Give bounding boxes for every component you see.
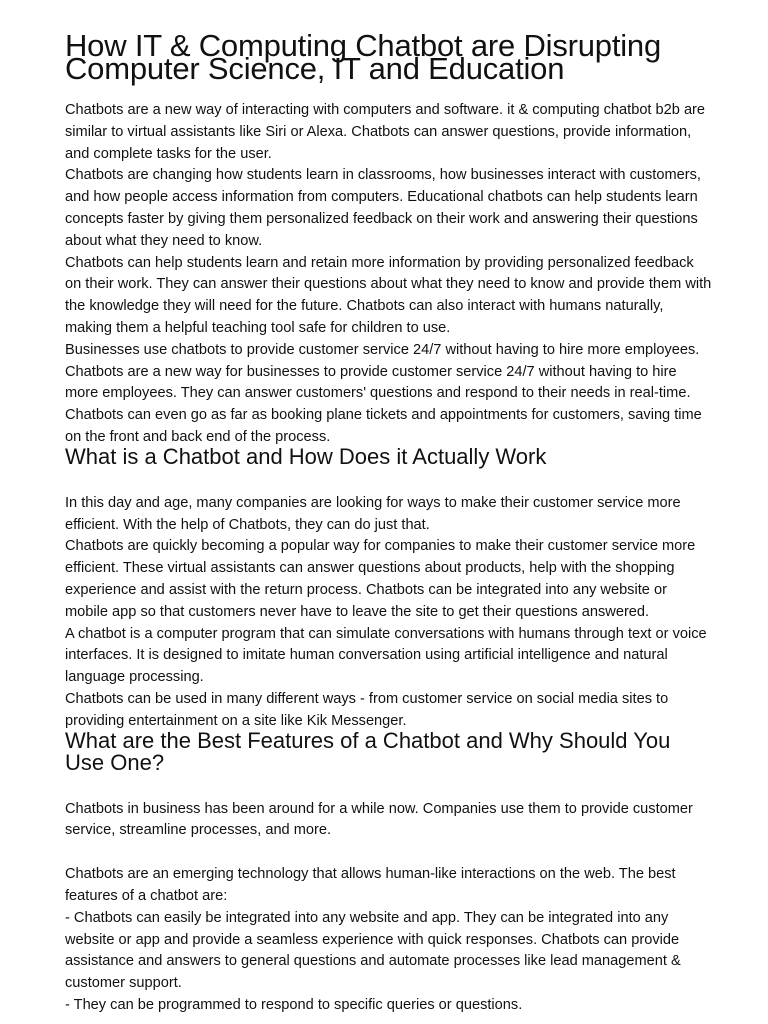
intro-paragraph: Chatbots are changing how students learn in classrooms, how businesses interact with customers, and how people access information from computers. Educational chatbots can help students learn concepts faster by giving them personalized feedback on their work and answering their questions about what they need to know. <box>65 167 701 249</box>
blank-line <box>65 842 713 864</box>
feature-bullet: - They can be programmed to respond to specific queries or questions. <box>65 996 523 1013</box>
section-paragraph: Chatbots in business has been around for a while now. Companies use them to provide customer service, streamline processes, and more. <box>65 800 693 839</box>
section-chatbot-how-it-works <box>65 493 713 733</box>
section-paragraph: Chatbots are quickly becoming a popular way for companies to make their customer service more efficient. These virtual assistants can answer questions about products, help with the shopping experience and assist with the return process. Chatbots can be integrated into any website or mobile app so that customers never have to leave the site to get their questions answered. <box>65 538 696 620</box>
section-paragraph: A chatbot is a computer program that can simulate conversations with humans through text or voice interfaces. It is designed to imitate human conversation using artificial intelligence and natural language processing. <box>65 625 707 686</box>
section-best-features <box>65 799 713 1017</box>
intro-paragraph: Businesses use chatbots to provide customer service 24/7 without having to hire more employees. Chatbots are a new way for businesses to provide customer service 24/7 without having to hire more employees. They can answer customers' questions and respond to their needs in real-time. Chatbots can even go as far as booking plane tickets and appointments for customers, saving time on the front and back end of the process. <box>65 341 702 445</box>
section-heading-block <box>65 443 713 469</box>
spacer <box>65 468 713 493</box>
section-paragraph: In this day and age, many companies are looking for ways to make their customer service more efficient. With the help of Chatbots, they can do just that. <box>65 494 681 533</box>
section-paragraph: Chatbots are an emerging technology that allows human-like interactions on the web. The best features of a chatbot are: <box>65 866 676 904</box>
section-paragraph: Chatbots can be used in many different ways - from customer service on social media sites to providing entertainment on a site like Kik Messenger. <box>65 690 669 729</box>
section-heading-chatbot-how-it-works: What is a Chatbot and How Does it Actually Work <box>65 443 547 469</box>
intro-section <box>65 100 713 449</box>
intro-paragraph: Chatbots are a new way of interacting with computers and software. it & computing chatbot b2b are similar to virtual assistants like Siri or Alexa. Chatbots can answer questions, provide information, and complete tasks for the user. <box>65 102 706 162</box>
section-heading-block <box>65 727 713 775</box>
document-page <box>65 28 713 1017</box>
spacer <box>65 774 713 799</box>
page-title: How IT & Computing Chatbot are Disrupting Computer Science, IT and Education <box>65 28 662 86</box>
title-block <box>65 28 713 86</box>
intro-paragraph: Chatbots can help students learn and retain more information by providing personalized feedback on their work. They can answer their questions about what they need to know and provide them with the knowledge they will need for the future. Chatbots can also interact with humans naturally, making them a helpful teaching tool safe for children to use. <box>65 254 712 336</box>
feature-bullet: - Chatbots can easily be integrated into any website and app. They can be integrated into any website or app and provide a seamless experience with quick responses. Chatbots can provide assistance and answers to general questions and automate processes like lead management & customer support. <box>65 909 681 992</box>
section-heading-best-features: What are the Best Features of a Chatbot and Why Should You Use One? <box>65 727 671 775</box>
